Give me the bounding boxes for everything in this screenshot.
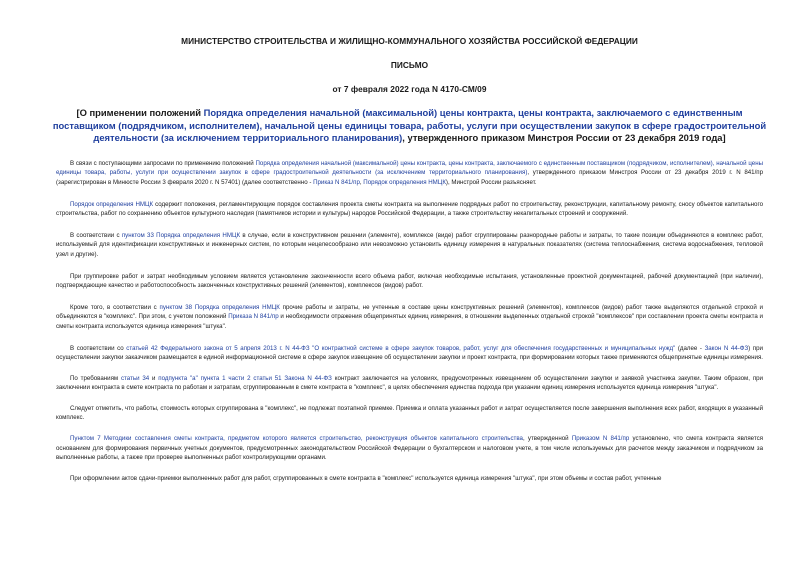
paragraph-text: в случае, если в конструктивном решении (элементе), комплексе (виде) работ сгруппированы разнородные работы и затраты, то такие позиции объединяются в комплекс работ, используемый для идентификации конструктивных и инженерных систем, по которым нецелесообразно или невозможно установить единицу измерения в натуральных показателях (система теплоснабжения, система водоснабжения, тепловой узел и другие). <box>56 231 763 258</box>
order-841-link[interactable]: Приказа N 841/пр <box>228 313 279 321</box>
paragraph-7 <box>56 374 763 393</box>
paragraph-text: , утвержденной <box>522 435 572 443</box>
subject-suffix: , утвержденного приказом Минстроя России от 23 декабря 2019 года] <box>402 132 726 144</box>
paragraph-text: прочие работы и затраты, не учтенные в составе цены конструктивных решений (элементов), комплексов (видов) работ также выделяются отдельной строкой и объединяются в "комплекс". При этом, с учетом положений <box>56 303 763 321</box>
methodology-clause-7-link[interactable]: Пунктом 7 Методики составления сметы контракта, предметом которого является строительство, реконструкция объектов капитального строительства <box>70 435 523 443</box>
letter-body <box>56 159 763 484</box>
document-type: ПИСЬМО <box>390 60 429 70</box>
paragraph-text: , <box>359 178 364 186</box>
paragraph-4 <box>56 272 763 291</box>
paragraph-5 <box>56 303 763 332</box>
paragraph-9 <box>56 434 763 463</box>
paragraph-10 <box>56 474 763 484</box>
ministry-title: МИНИСТЕРСТВО СТРОИТЕЛЬСТВА И ЖИЛИЩНО-КОММУНАЛЬНОГО ХОЗЯЙСТВА РОССИЙСКОЙ ФЕДЕРАЦИИ <box>181 36 638 46</box>
paragraph-text: При оформлении актов сдачи-приемки выполненных работ для работ, сгруппированных в смете контракта в "комплекс" используется единица измерения "штука", при этом объемы и состав работ, учтенные <box>70 474 662 482</box>
paragraph-text: и <box>149 374 159 382</box>
paragraph-text: ) при осуществлении закупки заказчиком размещается в единой информационной системе в сфере закупок извещение об осуществлении закупки и проект контракта, при формировании которых также применяются общепринятые единицы измерения. <box>56 344 763 362</box>
paragraph-6 <box>56 344 763 363</box>
paragraph-text: (далее - <box>675 344 705 352</box>
paragraph-text: ), Минстрой России разъясняет. <box>445 178 537 186</box>
article-51-link[interactable]: подпункта "а" пункта 1 части 2 статьи 51 Закона N 44-ФЗ <box>158 374 332 382</box>
order-841-link[interactable]: Приказ N 841/пр <box>313 178 360 186</box>
clause-33-link[interactable]: пунктом 33 Порядка определения НМЦК <box>121 231 241 239</box>
paragraph-text: и необходимости отражения общепринятых единиц измерения, в отношении выделенных отдельной строкой "комплексов" при составлении проекта сметы контракта и сметы контракта используется единица измерения "штука". <box>56 313 763 330</box>
paragraph-text: Кроме того, в соответствии с <box>70 303 160 311</box>
paragraph-1 <box>56 159 763 188</box>
paragraph-2 <box>56 200 763 219</box>
paragraph-text: По требованиям <box>70 374 121 382</box>
paragraph-text: В соответствии со <box>70 344 127 352</box>
nmck-order-link[interactable]: Порядок определения НМЦК <box>363 178 446 186</box>
paragraph-8 <box>56 404 763 423</box>
law-44fz-link[interactable]: Закон N 44-ФЗ <box>704 344 749 352</box>
subject-order-link[interactable]: Порядка определения начальной (максимальной) цены контракта, цены контракта, заключаемого с единственным поставщиком (подрядчиком, исполнителем), начальной цены единицы товара, работы, услуги при осуществлении закупок в сфере градостроительной деятельности (за исключением территориального планирования) <box>52 107 767 144</box>
document-date: от 7 февраля 2022 года N 4170-СМ/09 <box>332 84 487 94</box>
paragraph-3 <box>56 231 763 260</box>
paragraph-text: установлено, что смета контракта является основанием для формирования первичных учетных документов, предусмотренных законодательством Российской Федерации о бухгалтерском и налоговом учете, в том числе используемых для расчетов между заказчиком и подрядчиком за выполненные работы, а также при проверке выполненных работ контролирующими органами. <box>56 435 763 462</box>
order-841-link[interactable]: Приказом N 841/пр <box>571 435 630 443</box>
paragraph-text: При группировке работ и затрат необходимым условием является установление законченности всего объема работ, включая необходимые испытания, установленные проектной документацией, рабочей документацией (при наличии), подтверждающие качество и работоспособность законченных конструктивных решений (элементов), комплексов (видов) работ. <box>56 272 763 290</box>
article-34-link[interactable]: статьи 34 <box>120 374 150 382</box>
paragraph-text: содержит положения, регламентирующие порядок составления проекта сметы контракта на выполнение подрядных работ по строительству, реконструкции, капитальному ремонту, сносу объектов капитального строительства, работ по сохранению объектов культурного наследия (памятников истории и культуры) народов Российской Федерации, а также строительству некапитальных строений и сооружений. <box>56 200 763 218</box>
clause-38-link[interactable]: пунктом 38 Порядка определения НМЦК <box>159 303 280 311</box>
article-42-link[interactable]: статьей 42 Федерального закона от 5 апреля 2013 г. N 44-ФЗ "О контрактной системе в сфере закупок товаров, работ, услуг для обеспечения государственных и муниципальных нужд" <box>126 344 676 352</box>
paragraph-text: , утвержденного приказом Минстроя России от 23 декабря 2019 г. N 841/пр (зарегистрирован в Минюсте России 3 февраля 2020 г. N 57401) (далее соответственно - <box>56 169 764 186</box>
paragraph-text: В связи с поступающими запросами по применению положений <box>70 159 256 167</box>
paragraph-text: Следует отметить, что работы, стоимость которых сгруппирована в "комплекс", не подлежат поэтапной приемке. Приемка и оплата указанных работ и затрат осуществляется после завершения выполнения всех работ, входящих в указанный комплекс. <box>56 404 763 422</box>
document-subject <box>50 107 769 145</box>
paragraph-text: В соответствии с <box>70 231 122 239</box>
nmck-order-link[interactable]: Порядок определения НМЦК <box>70 200 154 208</box>
paragraph-text: контракт заключается на условиях, предусмотренных извещением об осуществлении закупки и заявкой участника закупки. Таким образом, при заключении контракта в смете контракта по работам и затратам, сгруппированным в смете контракта в "комплекс", в целях обеспечения единства подхода при указании единиц измерения используется единица измерения "штука". <box>56 374 763 392</box>
order-link[interactable]: Порядка определения начальной (максимальной) цены контракта, цены контракта, заключаемого с единственным поставщиком (подрядчиком, исполнителем), начальной цены единицы товара, работы, услуги при осуществлении закупок в сфере градостроительной деятельности (за исключением территориального планирования) <box>56 159 763 177</box>
subject-prefix: [О применении положений <box>76 107 204 118</box>
